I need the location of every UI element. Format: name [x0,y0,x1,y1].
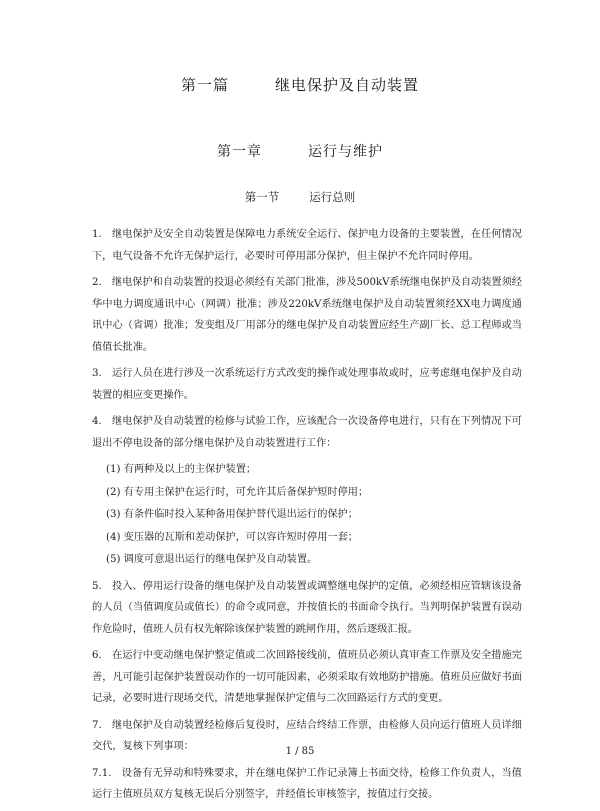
section-name: 运行总则 [309,190,356,204]
paragraph: 4. 继电保护及自动装置的检修与试验工作，应该配合一次设备停电进行，只有在下列情况下可退出不停电设备的部分继电保护及自动装置进行工作： [92,416,522,449]
paragraph: 7. 继电保护及自动装置经检修后复役时，应结合终结工作票，由检修人员向运行值班人员详细交代，复核下列事项： [92,719,522,752]
list-item: (2) 有专用主保护在运行时，可允许其后备保护短时停用； [106,486,369,498]
list-item: (1) 有两种及以上的主保护装置； [106,464,257,475]
part-label: 第一篇 [180,76,229,94]
part-title [0,74,600,95]
section-title [0,189,600,205]
paragraph: 3. 运行人员在进行涉及一次系统运行方式改变的操作或处理事故或时，应考虑继电保护及自动装置的相应变更操作。 [92,368,522,401]
paragraph: 2. 继电保护和自动装置的投退必须经有关部门批准，涉及500kV系统继电保护及自动装置须经华中电力调度通讯中心（网调）批准；涉及220kV系统继电保护及自动装置须经XX电力调度通讯中心（省调）批准；发变组及厂用部分的继电保护及自动装置应经生产副厂长、总工程师或当值值长批准。 [92,277,522,353]
paragraph: 7.1. 设备有无异动和特殊要求，并在继电保护工作记录簿上书面交待，检修工作负责人，当值运行主值班员双方复核无误后分别签字，并经值长审核签字，按值过行交接。 [92,767,522,800]
list-item: (5) 调度可意退出运行的继电保护及自动装置。 [106,554,318,565]
chapter-title [0,141,600,161]
paragraph: 5. 投入、停用运行设备的继电保护及自动装置或调整继电保护的定值，必须经相应管辖该设备的人员（当值调度员或值长）的命令或同意，并按值长的书面命令执行。当判明保护装置有误动作危险时，值班人员有权先解除该保护装置的跳闸作用，然后逐级汇报。 [92,580,522,635]
body-text [92,224,522,811]
chapter-name: 运行与维护 [308,144,383,160]
list-item: (3) 有条件临时投入某种备用保护替代退出运行的保护； [106,509,358,520]
paragraph: 6. 在运行中变动继电保护整定值或二次回路接线前，值班员必须认真审查工作票及安全措施完善，凡可能引起保护装置误动作的一切可能因素，必须采取有效地防护措施。值班员应做好书面记录，必要时进行现场交代，清楚地掌握保护定值与二次回路运行方式的变更。 [92,650,522,704]
part-name: 继电保护及自动装置 [275,76,420,94]
section-label: 第一节 [244,190,280,204]
paragraph: 1. 继电保护及安全自动装置是保障电力系统安全运行、保护电力设备的主要装置，在任何情况下，电气设备不允许无保护运行，必要时可停用部分保护，但主保护不允许同时停用。 [92,229,522,262]
list-item: (4) 变压器的瓦斯和差动保护，可以容许短时停用一套； [106,531,358,543]
page-number: 1 / 85 [285,746,315,757]
chapter-label: 第一章 [217,144,262,160]
